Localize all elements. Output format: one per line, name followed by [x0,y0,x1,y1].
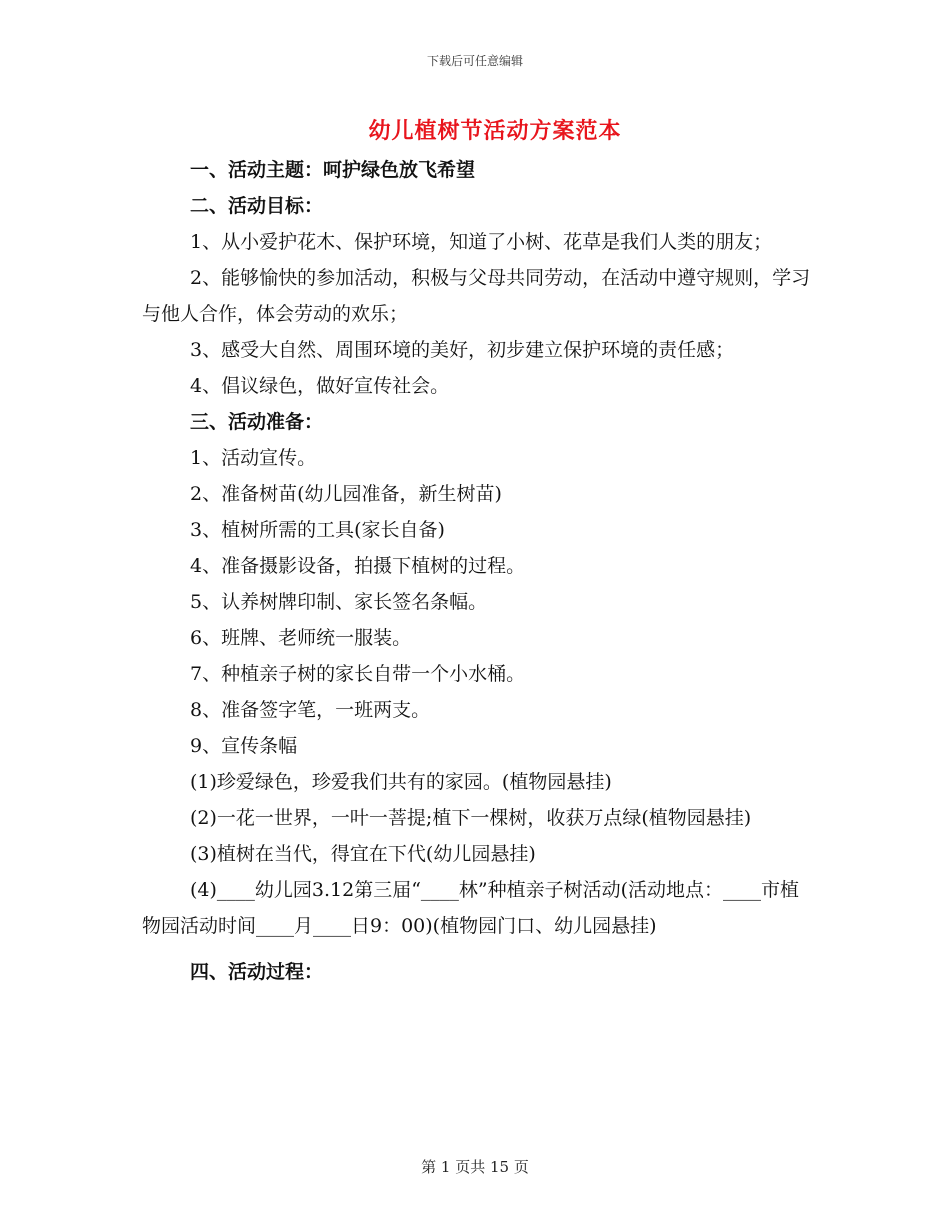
page-footer: 第 1 页共 15 页 [421,1158,529,1176]
banner-item-4: (4)____幼儿园3.12第三届“____林”种植亲子树活动(活动地点：____市植物园活动时间____月____日9：00)(植物园门口、幼儿园悬挂) [142,879,800,937]
prep-item-9: 9、宣传条幅 [190,735,298,757]
prep-item-4: 4、准备摄影设备，拍摄下植树的过程。 [190,555,526,577]
banner-item-1: (1)珍爱绿色，珍爱我们共有的家园。(植物园悬挂) [190,771,612,793]
goal-item-1: 1、从小爱护花木、保护环境，知道了小树、花草是我们人类的朋友； [190,231,773,253]
goal-item-2: 2、能够愉快的参加活动，积极与父母共同劳动，在活动中遵守规则，学习与他人合作，体会劳动的欢乐； [142,267,811,325]
prep-item-6: 6、班牌、老师统一服装。 [190,627,412,649]
section-heading-preparation: 三、活动准备： [190,411,324,433]
section-heading-theme: 一、活动主题：呵护绿色放飞希望 [190,159,476,181]
prep-item-2: 2、准备树苗(幼儿园准备，新生树苗) [190,483,502,505]
section-heading-process: 四、活动过程： [190,961,324,983]
document-title: 幼儿植树节活动方案范本 [368,118,622,144]
banner-item-3: (3)植树在当代，得宜在下代(幼儿园悬挂) [190,843,536,865]
goal-item-4: 4、倡议绿色，做好宣传社会。 [190,375,450,397]
prep-item-3: 3、植树所需的工具(家长自备) [190,519,445,541]
document-body [142,152,812,990]
prep-item-7: 7、种植亲子树的家长自带一个小水桶。 [190,663,526,685]
goal-item-3: 3、感受大自然、周围环境的美好，初步建立保护环境的责任感； [190,339,735,361]
prep-item-1: 1、活动宣传。 [190,447,317,469]
prep-item-8: 8、准备签字笔，一班两支。 [190,699,431,721]
header-note: 下载后可任意编辑 [426,54,523,68]
section-heading-goals: 二、活动目标： [190,195,324,217]
banner-item-2: (2)一花一世界，一叶一菩提;植下一棵树，收获万点绿(植物园悬挂) [190,807,752,829]
prep-item-5: 5、认养树牌印制、家长签名条幅。 [190,591,488,613]
